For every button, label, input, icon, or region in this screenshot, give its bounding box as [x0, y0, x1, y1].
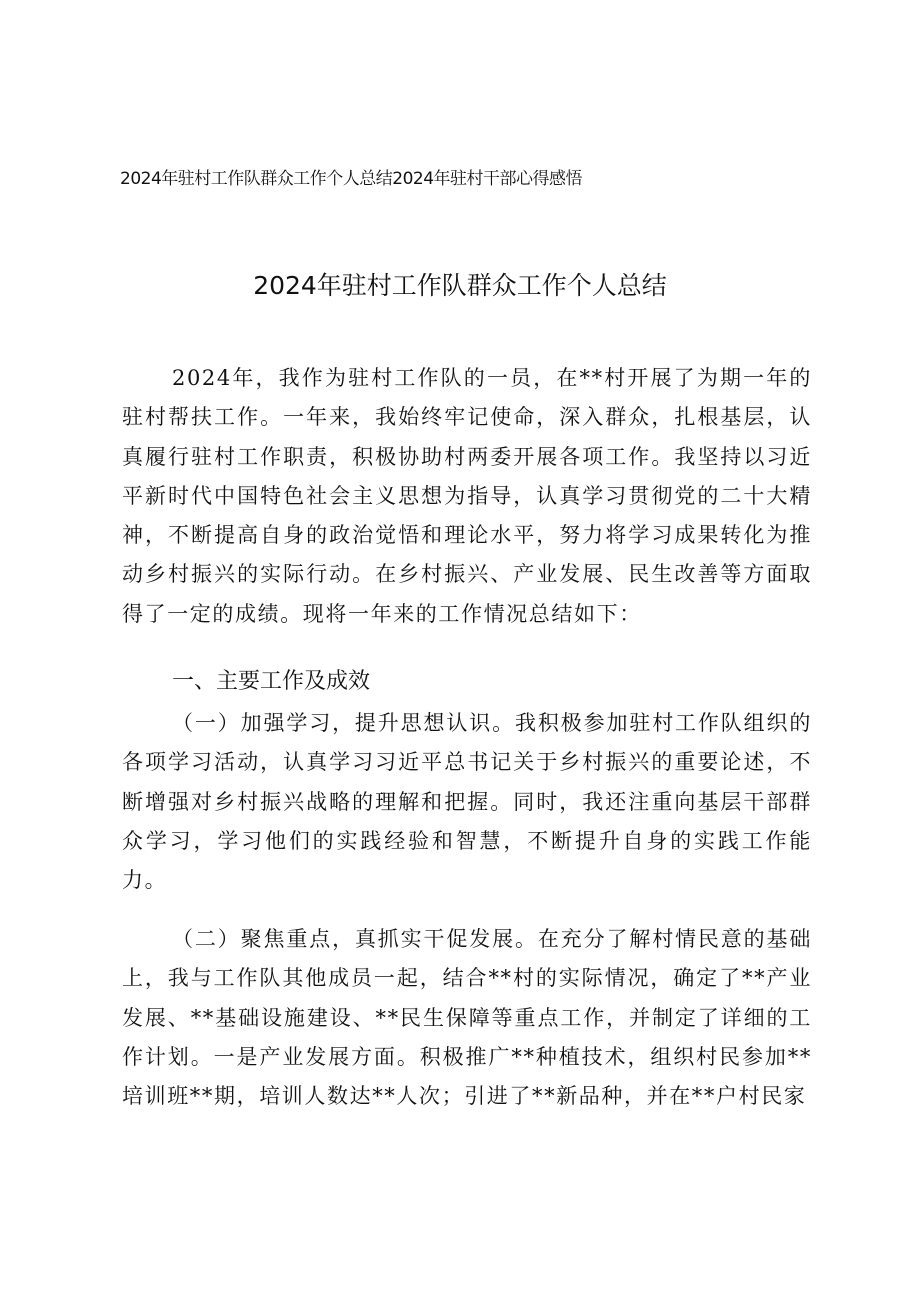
paragraph-study: （一）加强学习，提升思想认识。我积极参加驻村工作队组织的各项学习活动，认真学习习近平总书记关于乡村振兴的重要论述，不断增强对乡村振兴战略的理解和把握。同时，我还注重向基层干部群众学习，学习他们的实践经验和智慧，不断提升自身的实践工作能力。 — [122, 711, 812, 893]
paragraph-development: （二）聚焦重点，真抓实干促发展。在充分了解村情民意的基础上，我与工作队其他成员一起，结合**村的实际情况，确定了**产业发展、**基础设施建设、**民生保障等重点工作，并制定了详细的工作计划。一是产业发展方面。积极推广**种植技术，组织村民参加**培训班**期，培训人数达**人次；引进了**新品种，并在**户村民家 — [122, 927, 812, 1109]
document-title: 2024年驻村工作队群众工作个人总结 — [253, 271, 667, 300]
intro-paragraph: 2024年，我作为驻村工作队的一员，在**村开展了为期一年的驻村帮扶工作。一年来，我始终牢记使命，深入群众，扎根基层，认真履行驻村工作职责，积极协助村两委开展各项工作。我坚持以习近平新时代中国特色社会主义思想为指导，认真学习贯彻党的二十大精神，不断提高自身的政治觉悟和理论水平，努力将学习成果转化为推动乡村振兴的实际行动。在乡村振兴、产业发展、民生改善等方面取得了一定的成绩。现将一年来的工作情况总结如下： — [122, 366, 812, 626]
section-heading: 一、主要工作及成效 — [172, 669, 371, 694]
paragraph-block-1 — [122, 704, 812, 900]
paragraph-block-2 — [122, 920, 812, 1116]
document-header: 2024年驻村工作队群众工作个人总结2024年驻村干部心得感悟 — [120, 169, 583, 189]
intro-paragraph-block — [122, 359, 812, 634]
